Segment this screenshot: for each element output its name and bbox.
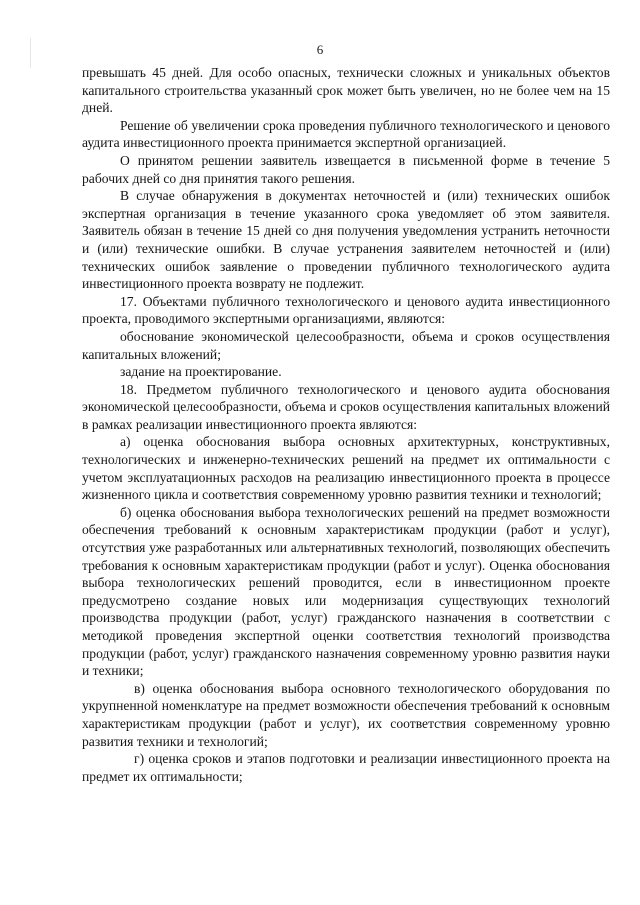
list-item-justification: обоснование экономической целесообразности, объема и сроков осуществления капитальных вложений; — [82, 328, 610, 362]
list-item-a: а) оценка обоснования выбора основных архитектурных, конструктивных, технологических и инженерно-технических решений на предмет их оптимальности с учетом эксплуатационных расходов на реализацию инвестиционного проекта в процессе жизненного цикла и соответствия современному уровню развития техники и технологий; — [82, 434, 610, 503]
list-item-v: в) оценка обоснования выбора основного технологического оборудования по укрупненной номенклатуре на предмет возможности обеспечения требований к основным характеристикам продукции (работ и услуг), их соответствия современному уровню развития техники и технологий; — [82, 680, 610, 749]
document-body — [82, 64, 610, 785]
paragraph-continuation: превышать 45 дней. Для особо опасных, технически сложных и уникальных объектов капитального строительства указанный срок может быть увеличен, но не более чем на 15 дней. — [82, 65, 610, 116]
list-item-g: г) оценка сроков и этапов подготовки и реализации инвестиционного проекта на предмет их оптимальности; — [82, 751, 610, 784]
paragraph-clause-17: 17. Объектами публичного технологического и ценового аудита инвестиционного проекта, проводимого экспертными организациями, являются: — [82, 293, 610, 327]
paragraph-errors: В случае обнаружения в документах неточностей и (или) технических ошибок экспертная организация в течение указанного срока уведомляет об этом заявителя. Заявитель обязан в течение 15 дней со дня получения уведомления устранить неточности и (или) технические ошибки. В случае устранения заявителем неточностей и (или) технических ошибок заявление о проведении публичного технологического аудита инвестиционного проекта возврату не подлежит. — [82, 188, 610, 292]
page-number: 6 — [316, 42, 324, 57]
list-item-design-assignment: задание на проектирование. — [120, 364, 282, 380]
paragraph-extension-decision: Решение об увеличении срока проведения публичного технологического и ценового аудита инвестиционного проекта принимается экспертной организацией. — [82, 117, 610, 151]
list-item-b: б) оценка обоснования выбора технологических решений на предмет возможности обеспечения требований к основным характеристикам продукции (работ и услуг), отсутствия уже разработанных или альтернативных технологий, позволяющих обеспечить требования к основным характеристикам продукции (работ и услуг). Оценка обоснования выбора технологических решений проводится, если в инвестиционном проекте предусмотрено создание новых или модернизация существующих технологий производства продукции (работ, услуг) гражданского назначения в соответствии с методикой проведения экспертной оценки соответствия технологий производства продукции (работ, услуг) гражданского назначения современному уровню развития науки и техники; — [82, 504, 610, 679]
paragraph-applicant-notice: О принятом решении заявитель извещается в письменной форме в течение 5 рабочих дней со дня принятия такого решения. — [82, 152, 610, 186]
paragraph-clause-18: 18. Предметом публичного технологического и ценового аудита обоснования экономической целесообразности, объема и сроков осуществления капитальных вложений в рамках реализации инвестиционного проекта являются: — [82, 381, 610, 432]
